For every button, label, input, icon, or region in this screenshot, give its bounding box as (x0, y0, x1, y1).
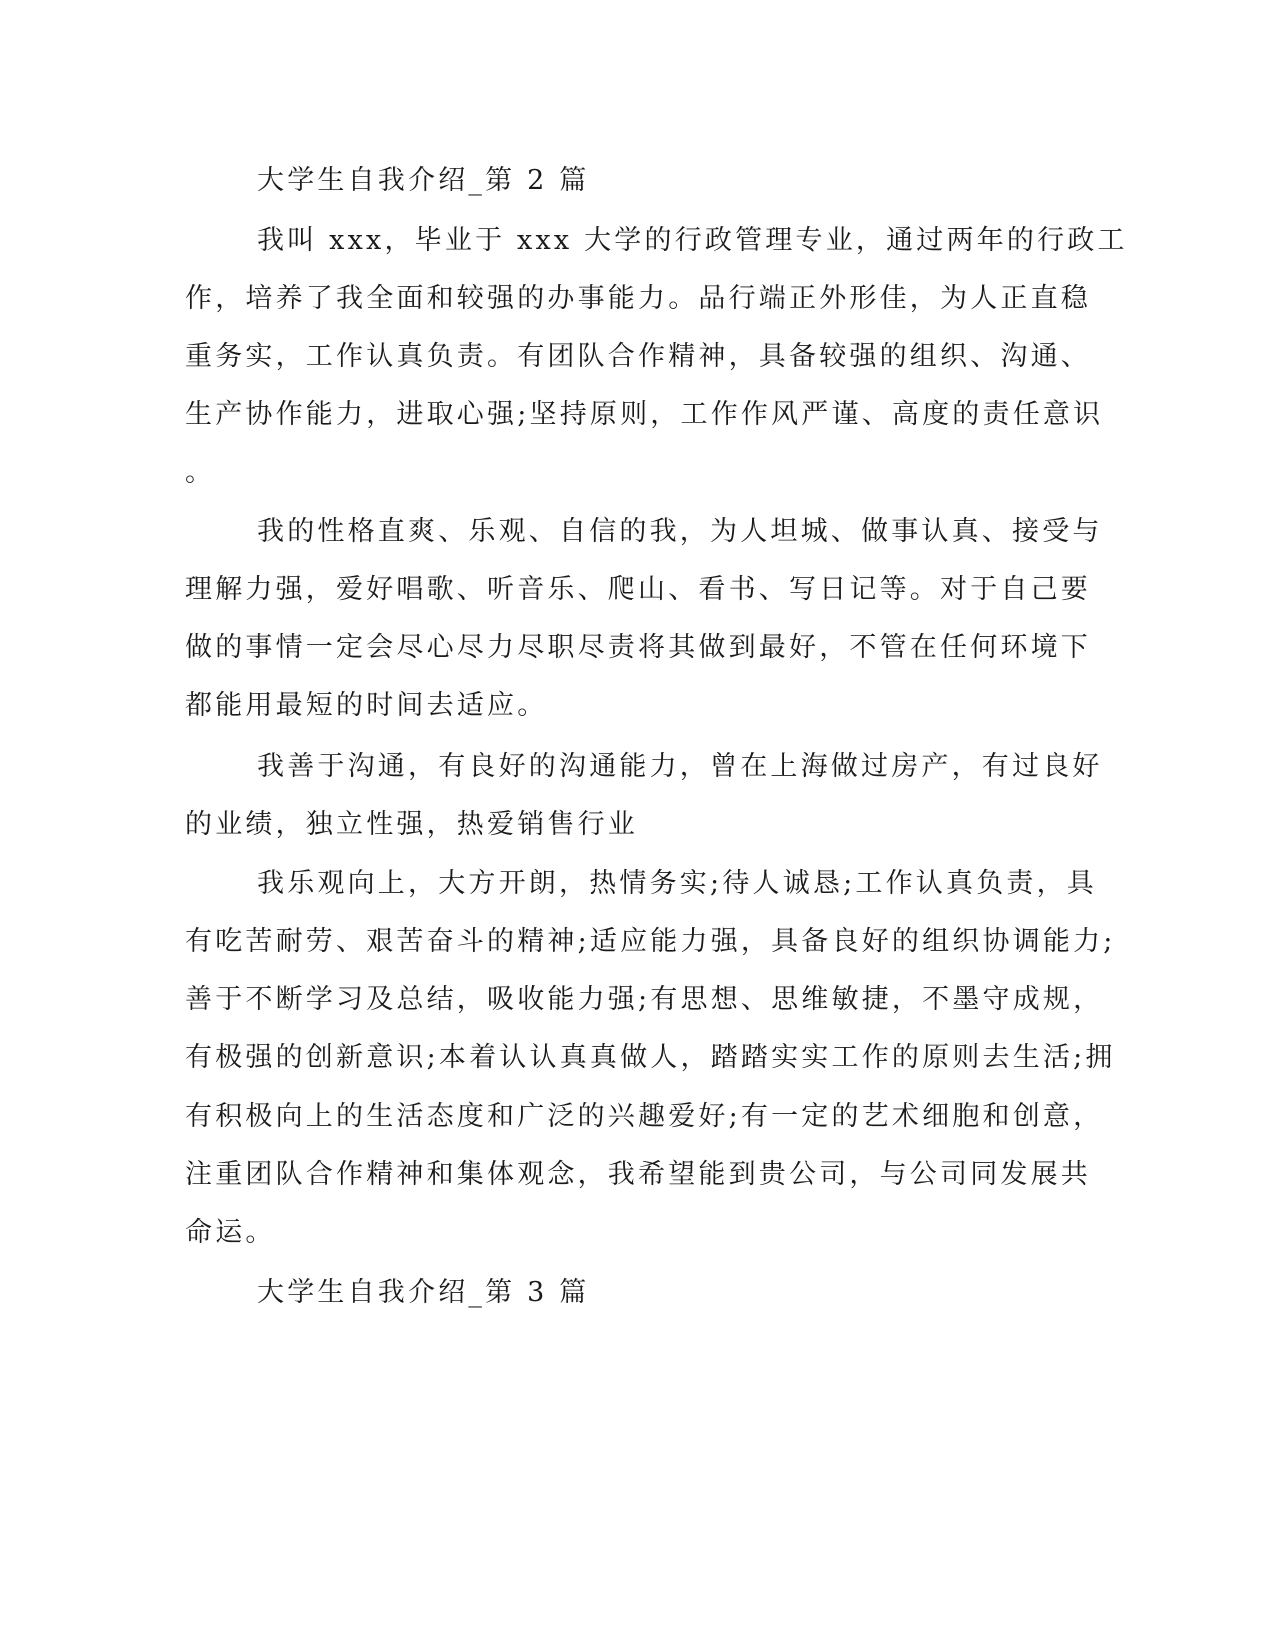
paragraph-line: 命运。 (185, 1217, 276, 1248)
paragraph-line: 有吃苦耐劳、艰苦奋斗的精神;适应能力强，具备良好的组织协调能力; (185, 926, 1116, 957)
paragraph-line: 善于不断学习及总结，吸收能力强;有思想、思维敏捷，不墨守成规， (185, 984, 1104, 1015)
paragraph-line: 作，培养了我全面和较强的办事能力。品行端正外形佳，为人正直稳 (185, 283, 1091, 314)
paragraph-line: 生产协作能力，进取心强;坚持原则，工作作风严谨、高度的责任意识 (185, 399, 1104, 430)
paragraph-line: 我乐观向上，大方开朗，热情务实;待人诚恳;工作认真负责，具 (257, 868, 1097, 899)
section-heading: 大学生自我介绍_第 3 篇 (257, 1277, 590, 1308)
paragraph-line: 我叫 xxx，毕业于 xxx 大学的行政管理专业，通过两年的行政工 (257, 225, 1128, 256)
paragraph-line: 做的事情一定会尽心尽力尽职尽责将其做到最好，不管在任何环境下 (185, 632, 1091, 663)
paragraph-line: 注重团队合作精神和集体观念，我希望能到贵公司，与公司同发展共 (185, 1159, 1091, 1190)
section-heading: 大学生自我介绍_第 2 篇 (257, 165, 590, 196)
paragraph-line: 有极强的创新意识;本着认认真真做人，踏踏实实工作的原则去生活;拥 (185, 1042, 1116, 1073)
paragraph-line: 有积极向上的生活态度和广泛的兴趣爱好;有一定的艺术细胞和创意， (185, 1101, 1104, 1132)
paragraph-line: 我的性格直爽、乐观、自信的我，为人坦城、做事认真、接受与 (257, 516, 1103, 547)
paragraph-line: 重务实，工作认真负责。有团队合作精神，具备较强的组织、沟通、 (185, 341, 1091, 372)
paragraph-line: 都能用最短的时间去适应。 (185, 690, 548, 721)
paragraph-line: 的业绩，独立性强，热爱销售行业 (185, 809, 638, 840)
paragraph-line: 理解力强，爱好唱歌、听音乐、爬山、看书、写日记等。对于自己要 (185, 574, 1091, 605)
paragraph-line: 我善于沟通，有良好的沟通能力，曾在上海做过房产，有过良好 (257, 751, 1103, 782)
paragraph-line: 。 (185, 457, 216, 488)
